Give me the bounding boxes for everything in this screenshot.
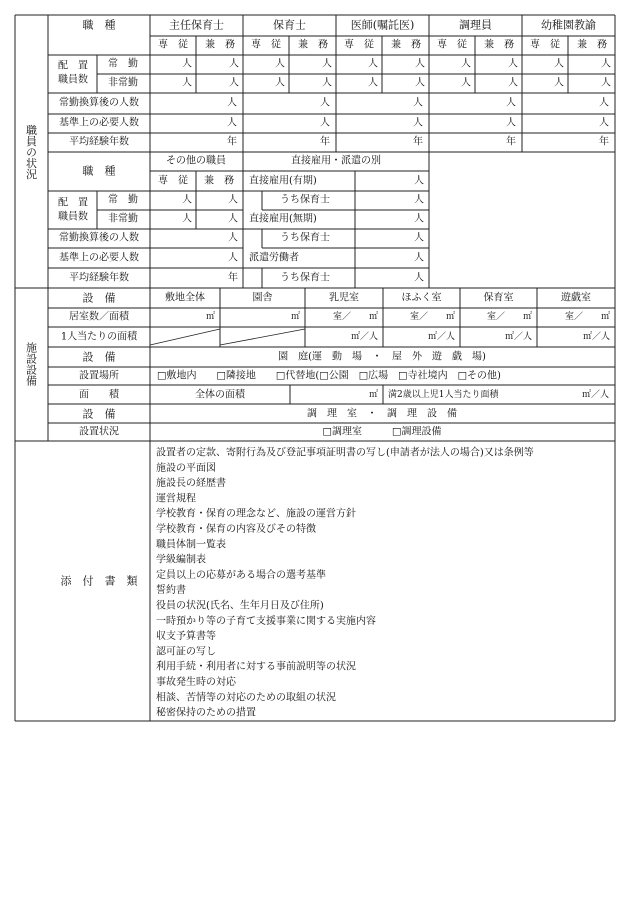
unit-sqm-per-person: ㎡／人 bbox=[350, 332, 378, 342]
equipment-label: 設 備 bbox=[82, 350, 116, 364]
attachment-item: 運営規程 bbox=[156, 493, 196, 505]
facility-column-header: 園舎 bbox=[252, 292, 273, 304]
unit-person: 人 bbox=[599, 97, 609, 109]
direct-dispatch-header: 直接雇用・派遣の別 bbox=[291, 155, 381, 167]
unit-person: 人 bbox=[229, 58, 239, 70]
unit-sqm-per-person: ㎡／人 bbox=[581, 390, 609, 400]
unit-person: 人 bbox=[554, 77, 564, 89]
position-header: 幼稚園教諭 bbox=[541, 18, 596, 32]
assigned-label: 職員数 bbox=[58, 74, 88, 86]
unit-person: 人 bbox=[414, 194, 424, 206]
facility-section-label: 施設設備 bbox=[24, 342, 38, 386]
position-header: 主任保育士 bbox=[169, 18, 224, 32]
unit-sqm-per-person: ㎡／人 bbox=[582, 332, 610, 342]
part-time-label: 非常勤 bbox=[108, 213, 138, 225]
unit-person: 人 bbox=[228, 232, 238, 244]
install-status-label: 設置状況 bbox=[79, 426, 119, 438]
concurrent-label: 兼 務 bbox=[577, 39, 607, 51]
of-which-nursery-label: うち保育士 bbox=[280, 232, 330, 244]
unit-person: 人 bbox=[601, 58, 611, 70]
location-options: □敷地内 □隣接地 □代替地(□公園 □広場 □寺社境内 □その他) bbox=[157, 370, 501, 382]
attachment-item: 収支予算書等 bbox=[156, 631, 216, 643]
unit-person: 人 bbox=[229, 77, 239, 89]
form-text bbox=[25, 18, 612, 719]
attachment-item: 施設の平面図 bbox=[156, 462, 216, 474]
concurrent-label: 兼 務 bbox=[484, 39, 514, 51]
equipment-label: 設 備 bbox=[82, 407, 116, 421]
attachment-item: 秘密保持のための措置 bbox=[156, 707, 256, 719]
unit-person: 人 bbox=[228, 252, 238, 264]
concurrent-label: 兼 務 bbox=[205, 39, 235, 51]
unit-person: 人 bbox=[554, 58, 564, 70]
fulltime-label: 専 従 bbox=[158, 175, 188, 187]
attachment-item: 学校教育・保育の理念など、施設の運営方針 bbox=[156, 508, 356, 520]
unit-person: 人 bbox=[461, 58, 471, 70]
unit-person: 人 bbox=[227, 97, 237, 109]
unit-person: 人 bbox=[506, 97, 516, 109]
concurrent-label: 兼 務 bbox=[298, 39, 328, 51]
equipment-label: 設 備 bbox=[82, 291, 116, 305]
unit-person: 人 bbox=[320, 117, 330, 129]
direct-fixed-label: 直接雇用(有期) bbox=[249, 175, 317, 187]
position-header: 保育士 bbox=[273, 18, 306, 32]
rooms-area-label: 居室数／面積 bbox=[69, 311, 129, 323]
direct-indefinite-label: 直接雇用(無期) bbox=[249, 213, 317, 225]
unit-sqm: ㎡ bbox=[368, 390, 378, 400]
facility-column-header: 保育室 bbox=[483, 292, 514, 304]
unit-person: 人 bbox=[182, 213, 192, 225]
assigned-label: 配 置 bbox=[58, 197, 88, 209]
unit-person: 人 bbox=[413, 117, 423, 129]
position-header: 調理員 bbox=[459, 18, 492, 32]
yard-header: 園 庭(運 動 場 ・ 屋 外 遊 戯 場) bbox=[278, 351, 486, 363]
fulltime-label: 専 従 bbox=[530, 39, 560, 51]
unit-person: 人 bbox=[182, 77, 192, 89]
regular-label: 常 勤 bbox=[108, 58, 138, 70]
attachment-item: 誓約書 bbox=[156, 585, 186, 597]
fulltime-label: 専 従 bbox=[251, 39, 281, 51]
area-label: 面 積 bbox=[79, 389, 119, 401]
facility-column-header: 乳児室 bbox=[329, 292, 359, 304]
unit-person: 人 bbox=[182, 58, 192, 70]
fulltime-label: 専 従 bbox=[158, 39, 188, 51]
attachment-item: 学校教育・保育の内容及びその特徴 bbox=[156, 524, 316, 535]
avg-years-label: 平均経験年数 bbox=[69, 136, 129, 148]
unit-year: 年 bbox=[227, 136, 237, 148]
unit-sqm-per-person: ㎡／人 bbox=[504, 332, 532, 342]
unit-person: 人 bbox=[415, 58, 425, 70]
unit-person: 人 bbox=[599, 117, 609, 129]
attachment-item: 役員の状況(氏名、生年月日及び住所) bbox=[156, 600, 324, 612]
unit-year: 年 bbox=[228, 272, 238, 284]
unit-year: 年 bbox=[599, 136, 609, 148]
unit-year: 年 bbox=[506, 136, 516, 148]
unit-person: 人 bbox=[275, 77, 285, 89]
unit-person: 人 bbox=[508, 58, 518, 70]
unit-person: 人 bbox=[414, 272, 424, 284]
fte-label: 常勤換算後の人数 bbox=[59, 232, 139, 244]
job-type-header: 職 種 bbox=[82, 18, 116, 32]
of-which-nursery-label: うち保育士 bbox=[280, 272, 330, 284]
per-person-label: 1人当たりの面積 bbox=[60, 331, 138, 343]
unit-sqm: ㎡ bbox=[290, 312, 300, 322]
unit-person: 人 bbox=[275, 58, 285, 70]
job-type-header: 職 種 bbox=[82, 164, 116, 178]
attachment-item: 認可証の写し bbox=[156, 646, 216, 658]
unit-person: 人 bbox=[368, 58, 378, 70]
attachment-item: 利用手続・利用者に対する事前説明等の状況 bbox=[156, 661, 356, 673]
location-label: 設置場所 bbox=[79, 370, 119, 382]
unit-person: 人 bbox=[414, 175, 424, 187]
unit-room-sqm: 室／ ㎡ bbox=[564, 312, 610, 322]
unit-person: 人 bbox=[461, 77, 471, 89]
facility-column-header: 敷地全体 bbox=[165, 292, 205, 304]
attachments-label: 添 付 書 類 bbox=[60, 574, 138, 588]
unit-person: 人 bbox=[414, 232, 424, 244]
unit-room-sqm: 室／ ㎡ bbox=[486, 312, 532, 322]
part-time-label: 非常勤 bbox=[108, 77, 138, 89]
fulltime-label: 専 従 bbox=[344, 39, 374, 51]
unit-person: 人 bbox=[182, 194, 192, 206]
avg-years-label: 平均経験年数 bbox=[69, 272, 129, 284]
kitchen-options: □調理室 □調理設備 bbox=[322, 426, 442, 438]
attachment-item: 設置者の定款、寄附行為及び登記事項証明書の写し(申請者が法人の場合)又は条例等 bbox=[156, 447, 534, 459]
total-area-label: 全体の面積 bbox=[195, 389, 245, 401]
unit-room-sqm: 室／ ㎡ bbox=[409, 312, 455, 322]
required-label: 基準上の必要人数 bbox=[59, 252, 139, 264]
kitchen-header: 調 理 室 ・ 調 理 設 備 bbox=[307, 408, 457, 420]
attachment-item: 事故発生時の対応 bbox=[156, 677, 236, 688]
required-label: 基準上の必要人数 bbox=[59, 117, 139, 129]
fte-label: 常勤換算後の人数 bbox=[59, 97, 139, 109]
unit-person: 人 bbox=[368, 77, 378, 89]
attachment-item: 相談、苦情等の対応のための取組の状況 bbox=[156, 692, 336, 704]
attachment-item: 職員体制一覧表 bbox=[156, 539, 226, 551]
other-staff-header: その他の職員 bbox=[166, 155, 226, 167]
grid-line bbox=[220, 329, 305, 345]
fulltime-label: 専 従 bbox=[437, 39, 467, 51]
facility-column-header: 遊戯室 bbox=[561, 292, 591, 304]
unit-person: 人 bbox=[228, 194, 238, 206]
unit-person: 人 bbox=[414, 252, 424, 264]
unit-person: 人 bbox=[415, 77, 425, 89]
grid-line bbox=[150, 329, 220, 345]
unit-person: 人 bbox=[322, 77, 332, 89]
unit-person: 人 bbox=[228, 213, 238, 225]
unit-person: 人 bbox=[227, 117, 237, 129]
unit-year: 年 bbox=[413, 136, 423, 148]
attachment-item: 学級編制表 bbox=[156, 554, 206, 566]
dispatched-label: 派遣労働者 bbox=[249, 252, 299, 264]
regular-label: 常 勤 bbox=[108, 194, 138, 206]
of-which-nursery-label: うち保育士 bbox=[280, 194, 330, 206]
unit-person: 人 bbox=[601, 77, 611, 89]
unit-sqm-per-person: ㎡／人 bbox=[427, 332, 455, 342]
unit-room-sqm: 室／ ㎡ bbox=[332, 312, 378, 322]
staff-section-label: 職員の状況 bbox=[24, 124, 38, 180]
unit-person: 人 bbox=[320, 97, 330, 109]
attachment-item: 定員以上の応募がある場合の選考基準 bbox=[156, 569, 326, 581]
assigned-label: 職員数 bbox=[58, 211, 88, 223]
per-child-area-label: 満2歳以上児1人当たり面積 bbox=[388, 390, 499, 400]
unit-person: 人 bbox=[508, 77, 518, 89]
position-header: 医師(嘱託医) bbox=[350, 18, 415, 32]
unit-person: 人 bbox=[413, 97, 423, 109]
unit-person: 人 bbox=[322, 58, 332, 70]
concurrent-label: 兼 務 bbox=[391, 39, 421, 51]
unit-person: 人 bbox=[506, 117, 516, 129]
assigned-label: 配 置 bbox=[58, 60, 88, 72]
unit-year: 年 bbox=[320, 136, 330, 148]
attachment-item: 施設長の経歴書 bbox=[156, 478, 226, 490]
concurrent-label: 兼 務 bbox=[204, 175, 234, 187]
unit-person: 人 bbox=[414, 213, 424, 225]
facility-column-header: ほふく室 bbox=[401, 292, 442, 304]
attachment-item: 一時預かり等の子育て支援事業に関する実施内容 bbox=[156, 615, 376, 627]
unit-sqm: ㎡ bbox=[205, 312, 215, 322]
